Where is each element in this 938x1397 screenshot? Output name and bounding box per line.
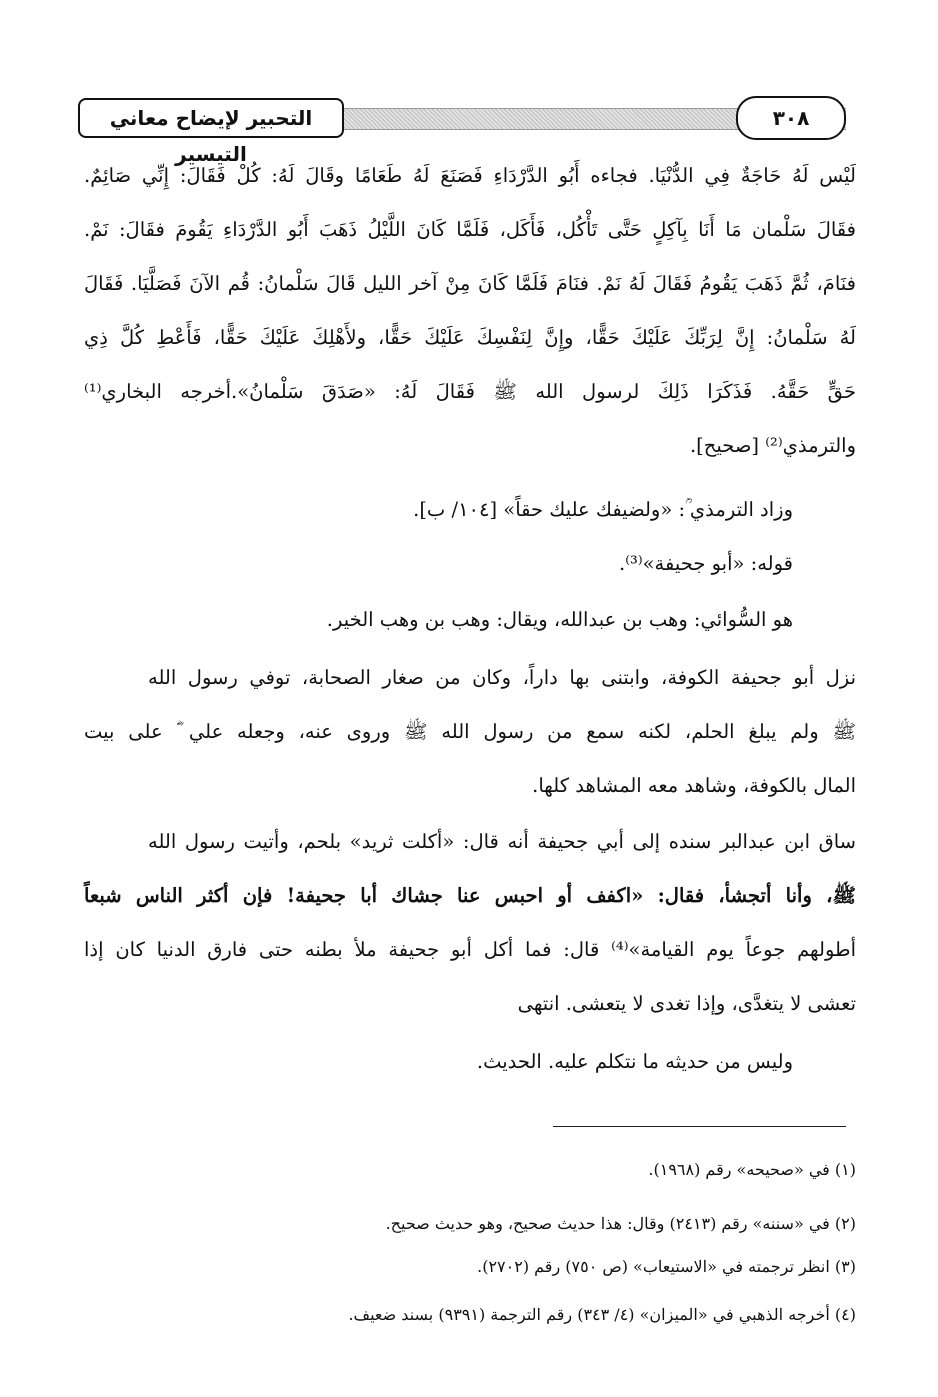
footnote-divider — [553, 1126, 846, 1127]
paragraph-3-line: ساق ابن عبدالبر سنده إلى أبي جحيفة أنه قال: «أكلت ثريد» بلحم، وأتيت رسول الله — [148, 830, 856, 853]
closing-line: وليس من حديثه ما نتكلم عليه. الحديث. — [476, 1050, 793, 1073]
quote-label: قوله: «أبو جحيفة»⁽³⁾. — [619, 552, 793, 575]
footnote-2: (٢) في «سننه» رقم (٢٤١٣) وقال: هذا حديث صحيح، وهو حديث صحيح. — [385, 1214, 856, 1233]
body-line: لَهُ سَلْمانُ: إِنَّ لِرَبِّكَ عَلَيْكَ حَقًّا، وإِنَّ لِنَفْسِكَ عَلَيْكَ حَقًّا، ولأَهْلِكَ عَلَيْكَ حَقًّا، فَأَعْطِ كُلَّ ذِي — [84, 326, 856, 349]
paragraph-2-line: نزل أبو جحيفة الكوفة، وابتنى بها داراً، وكان من صغار الصحابة، توفي رسول الله — [148, 666, 856, 689]
paragraph-3-line: ﷺ، وأنا أتجشأ، فقال: «اكفف أو احبس عنا جشاك أبا جحيفة! فإن أكثر الناس شبعاً — [84, 884, 856, 907]
page-number: ٣٠٨ — [736, 96, 846, 140]
paragraph-2-line: ﷺ ولم يبلغ الحلم، لكنه سمع من رسول الله ﷺ وروى عنه، وجعله علي ؓ على بيت — [84, 720, 856, 743]
paragraph-3-line: تعشى لا يتغدَّى، وإذا تغدى لا يتعشى. انتهى — [517, 992, 856, 1015]
running-header — [78, 94, 846, 166]
paragraph-3-line: أطولهم جوعاً يوم القيامة»⁽⁴⁾ قال: فما أكل أبو جحيفة ملأ بطنه حتى فارق الدنيا كان إذا — [84, 938, 856, 961]
body-line: حَقٍّ حَقَّهُ. فَذَكَرَا ذَلِكَ لرسول الله ﷺ فَقَالَ لَهُ: «صَدَقَ سَلْمانُ».أخرجه البخاري⁽¹⁾ — [84, 380, 856, 403]
paragraph-2-line: المال بالكوفة، وشاهد معه المشاهد كلها. — [532, 774, 856, 797]
body-line: فنَامَ، ثُمَّ ذَهَبَ يَقُومُ فَقَالَ لَهُ نَمْ. فنَامَ فَلَمَّا كَانَ مِنْ آخر الليل قَالَ سَلْمانُ: قُم الآنَ فَصَلَّيَا. فَقَالَ — [84, 272, 856, 295]
body-line: والترمذي⁽²⁾ [صحيح]. — [689, 434, 856, 457]
footnote-3: (٣) انظر ترجمته في «الاستيعاب» (ص ٧٥٠) رقم (٢٧٠٢). — [477, 1257, 856, 1276]
tirmidhi-addition: وزاد الترمذي ؒ: «ولضيفك عليك حقاً» [١٠٤/ ب]. — [413, 498, 793, 521]
book-title: التحبير لإيضاح معاني التيسير — [78, 98, 344, 138]
footnote-1: (١) في «صحيحه» رقم (١٩٦٨). — [648, 1160, 856, 1179]
body-line: فقَالَ سَلْمان مَا أَنَا بِآكِلٍ حَتَّى تَأْكُل، فَأَكَل، فَلَمَّا كَانَ اللَّيْلُ ذَهَبَ أَبُو الدَّرْدَاءِ يَقُومَ فقَالَ: نَمْ. — [84, 218, 856, 241]
paragraph-1: هو السُّوائي: وهب بن عبدالله، ويقال: وهب بن وهب الخير. — [326, 608, 793, 631]
body-line: لَيْس لَهُ حَاجَةٌ فِي الدُّنْيَا. فجاءه أَبُو الدَّرْدَاءِ فَصَنَعَ لَهُ طَعَامًا وقَالَ لَهُ: كُلْ فَقَالَ: إِنِّي صَائِمٌ. — [84, 164, 856, 187]
footnote-4: (٤) أخرجه الذهبي في «الميزان» (٤/ ٣٤٣) رقم الترجمة (٩٣٩١) بسند ضعيف. — [348, 1305, 856, 1324]
